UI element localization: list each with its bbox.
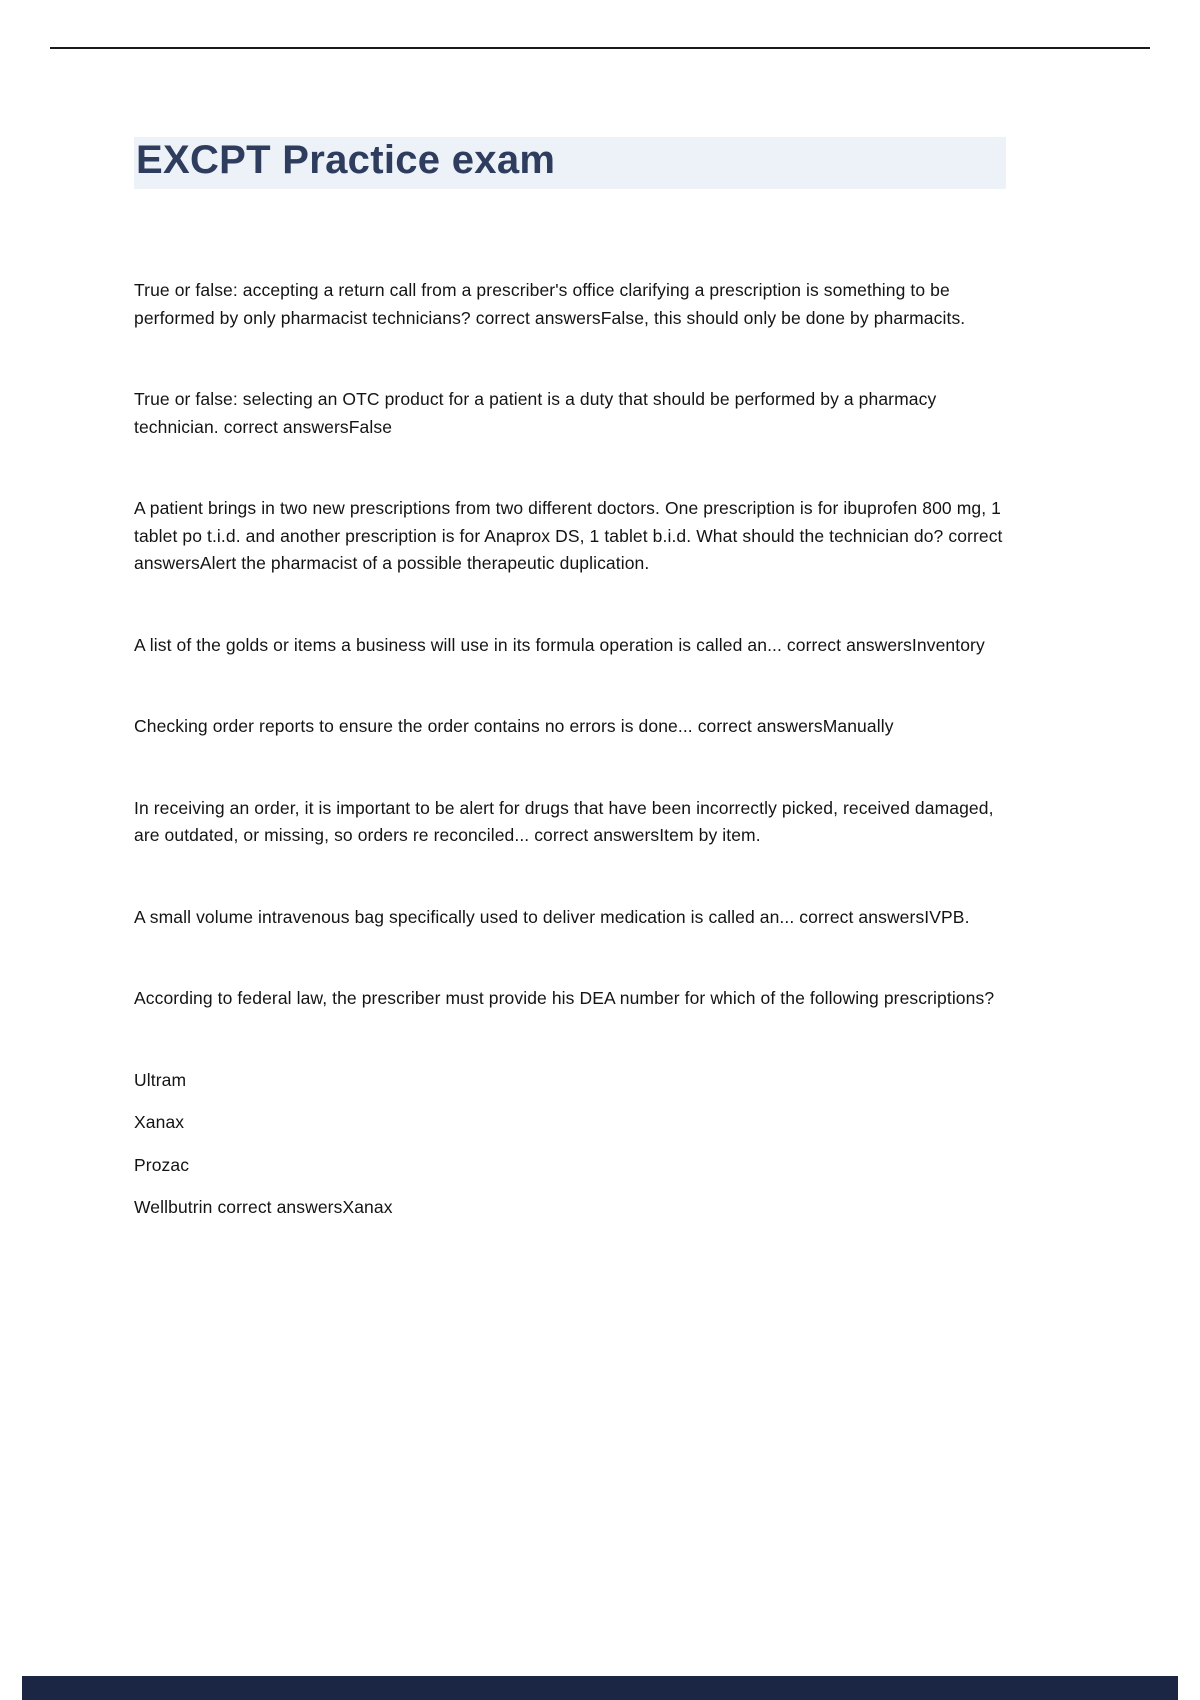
qa-paragraph: According to federal law, the prescriber must provide his DEA number for which of the following prescriptions? — [134, 988, 995, 1008]
answer-option: Xanax — [134, 1112, 185, 1132]
qa-paragraph: In receiving an order, it is important to be alert for drugs that have been incorrectly picked, received damaged, are outdated, or missing, so orders re reconciled... correct answersItem by item. — [134, 797, 994, 845]
qa-paragraph: A list of the golds or items a business will use in its formula operation is called an... correct answersInventory — [134, 634, 985, 655]
answer-option: Wellbutrin correct answersXanax — [134, 1197, 393, 1217]
qa-paragraph: A patient brings in two new prescriptions from two different doctors. One prescription is for ibuprofen 800 mg, 1 tablet po t.i.d. and another prescription is for Anaprox DS, 1 tablet b.i.d. What should the technician do? correct answersAlert the pharmacist of a possible therapeutic duplication. — [134, 498, 1003, 573]
qa-paragraph: Checking order reports to ensure the order contains no errors is done... correct answersManually — [134, 716, 894, 736]
document-body — [134, 0, 1006, 1237]
qa-paragraph: A small volume intravenous bag specifically used to deliver medication is called an... correct answersIVPB. — [134, 906, 970, 927]
footer-bar — [22, 1676, 1178, 1700]
answer-option: Prozac — [134, 1154, 190, 1175]
qa-list — [134, 277, 1006, 1222]
qa-paragraph: True or false: selecting an OTC product for a patient is a duty that should be performed by a pharmacy technician. correct answersFalse — [134, 389, 937, 437]
title-highlight-bar — [134, 137, 1006, 189]
answer-option: Ultram — [134, 1069, 187, 1090]
qa-paragraph: True or false: accepting a return call from a prescriber's office clarifying a prescription is something to be performed by only pharmacist technicians? correct answersFalse, this should only be done by pharmacits. — [134, 280, 966, 328]
page-title: EXCPT Practice exam — [136, 138, 556, 182]
